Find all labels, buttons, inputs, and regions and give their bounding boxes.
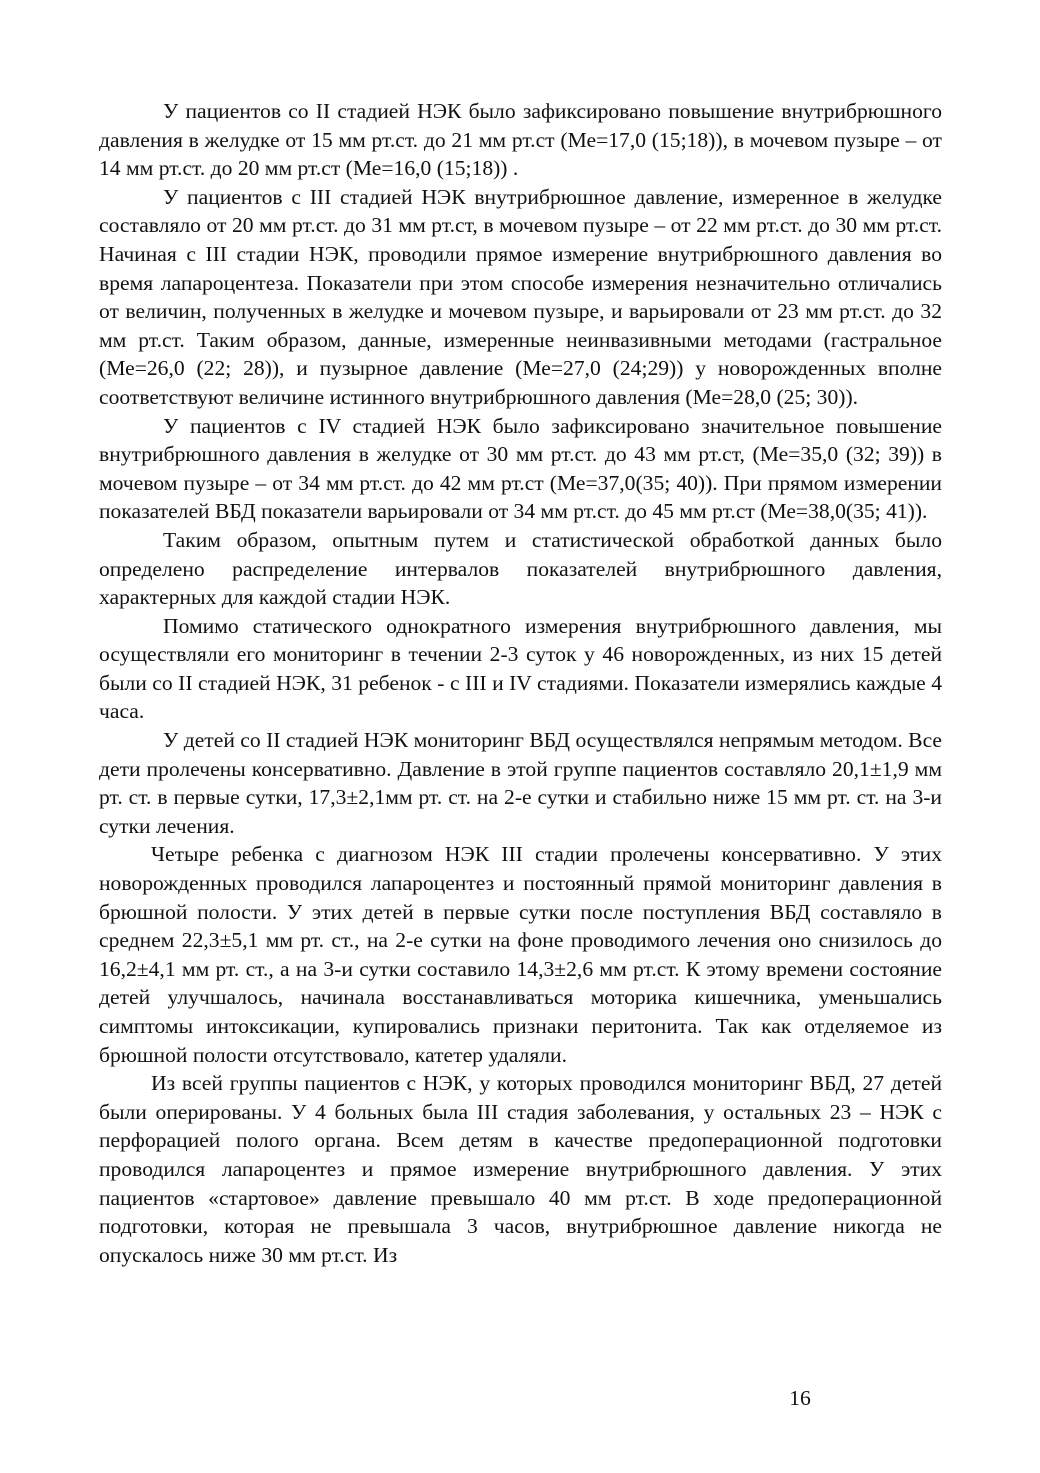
page-number: 16 bbox=[789, 1386, 811, 1410]
paragraph-stage-3: У пациентов с III стадией НЭК внутрибрюшное давление, измеренное в желудке составляло от 20 мм рт.ст. до 31 мм рт.ст, в мочевом пузыре – от 22 мм рт.ст. до 30 мм рт.ст. Начиная с III стадии НЭК, проводили прямое измерение внутрибрюшного давления во время лапароцентеза. Показатели при этом способе измерения незначительно отличались от величин, полученных в желудке и мочевом пузыре, и варьировали от 23 мм рт.ст. до 32 мм рт.ст. Таким образом, данные, измеренные неинвазивными методами (гастральное (Ме=26,0 (22; 28)), и пузырное давление (Ме=27,0 (24;29)) у новорожденных вполне соответствуют величине истинного внутрибрюшного давления (Ме=28,0 (25; 30)). bbox=[99, 184, 942, 409]
paragraph-stage-4: У пациентов с IV стадией НЭК было зафиксировано значительное повышение внутрибрюшного давления в желудке от 30 мм рт.ст. до 43 мм рт.ст, (Ме=35,0 (32; 39)) в мочевом пузыре – от 34 мм рт.ст. до 42 мм рт.ст (Ме=37,0(35; 40)). При прямом измерении показателей ВБД показатели варьировали от 34 мм рт.ст. до 45 мм рт.ст (Ме=38,0(35; 41)). bbox=[99, 413, 942, 524]
body-text bbox=[99, 97, 942, 1269]
paragraph-monitoring: Помимо статического однократного измерения внутрибрюшного давления, мы осуществляли его мониторинг в течении 2-3 суток у 46 новорожденных, из них 15 детей были со II стадией НЭК, 31 ребенок - с III и IV стадиями. Показатели измерялись каждые 4 часа. bbox=[99, 613, 942, 724]
paragraph-stage-2: У пациентов со II стадией НЭК было зафиксировано повышение внутрибрюшного давления в желудке от 15 мм рт.ст. до 21 мм рт.ст (Ме=17,0 (15;18)), в мочевом пузыре – от 14 мм рт.ст. до 20 мм рт.ст (Ме=16,0 (15;18)) . bbox=[99, 99, 942, 181]
paragraph-operated: Из всей группы пациентов с НЭК, у которых проводился мониторинг ВБД, 27 детей были оперированы. У 4 больных была III стадия заболевания, у остальных 23 – НЭК с перфорацией полого органа. Всем детям в качестве предоперационной подготовки проводился лапароцентез и прямое измерение внутрибрюшного давления. У этих пациентов «стартовое» давление превышало 40 мм рт.ст. В ходе предоперационной подготовки, которая не превышала 3 часов, внутрибрюшное давление никогда не опускалось ниже 30 мм рт.ст. Из bbox=[99, 1071, 942, 1267]
paragraph-summary: Таким образом, опытным путем и статистической обработкой данных было определено распределение интервалов показателей внутрибрюшного давления, характерных для каждой стадии НЭК. bbox=[99, 527, 942, 610]
paragraph-stage-3-conservative: Четыре ребенка с диагнозом НЭК III стадии пролечены консервативно. У этих новорожденных проводился лапароцентез и постоянный прямой мониторинг давления в брюшной полости. У этих детей в первые сутки после поступления ВБД составляло в среднем 22,3±5,1 мм рт. ст., на 2-е сутки на фоне проводимого лечения оно снизилось до 16,2±4,1 мм рт. ст., а на 3-и сутки составило 14,3±2,6 мм рт.ст. К этому времени состояние детей улучшалось, начинала восстанавливаться моторика кишечника, уменьшались симптомы интоксикации, купировались признаки перитонита. Так как отделяемое из брюшной полости отсутствовало, катетер удаляли. bbox=[99, 842, 942, 1067]
paragraph-stage-2-monitoring: У детей со II стадией НЭК мониторинг ВБД осуществлялся непрямым методом. Все дети пролечены консервативно. Давление в этой группе пациентов составляло 20,1±1,9 мм рт. ст. в первые сутки, 17,3±2,1мм рт. ст. на 2-е сутки и стабильно ниже 15 мм рт. ст. на 3-и сутки лечения. bbox=[99, 728, 942, 838]
